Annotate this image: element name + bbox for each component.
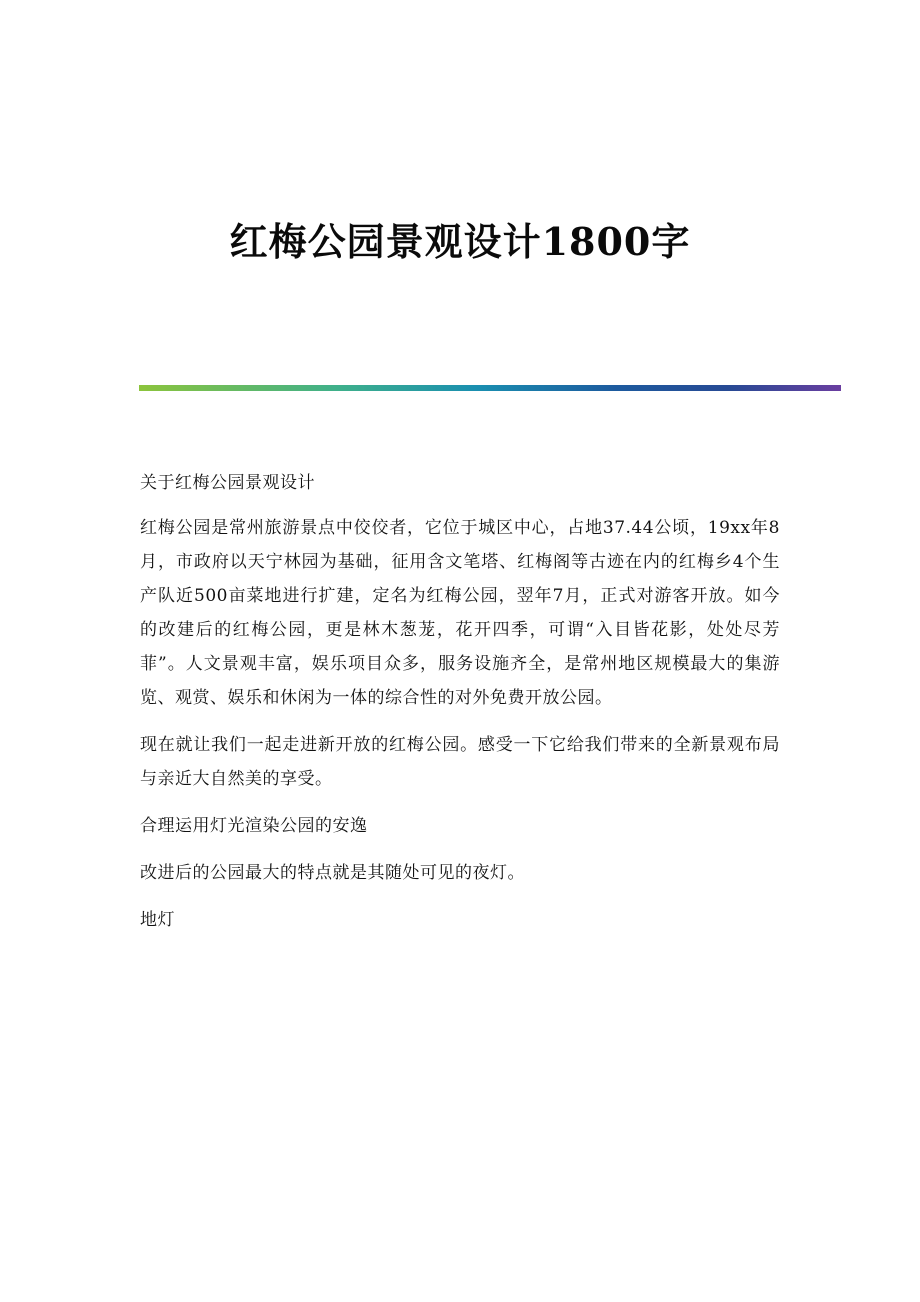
body-paragraph: 现在就让我们一起走进新开放的红梅公园。感受一下它给我们带来的全新景观布局与亲近大自然美的享受。	[140, 735, 780, 789]
document-title: 红梅公园景观设计1800字	[229, 219, 691, 264]
title-divider	[139, 385, 841, 391]
document-body	[140, 466, 780, 950]
section-heading: 合理运用灯光渲染公园的安逸	[140, 816, 368, 836]
body-paragraph: 红梅公园是常州旅游景点中佼佼者，它位于城区中心，占地37.44公顷，19xx年8月，市政府以天宁林园为基础，征用含文笔塔、红梅阁等古迹在内的红梅乡4个生产队近500亩菜地进行扩建，定名为红梅公园，翌年7月，正式对游客开放。如今的改建后的红梅公园，更是林木葱茏，花开四季，可谓“入目皆花影，处处尽芳菲”。人文景观丰富，娱乐项目众多，服务设施齐全，是常州地区规模最大的集游览、观赏、娱乐和休闲为一体的综合性的对外免费开放公园。	[140, 518, 780, 708]
body-paragraph: 改进后的公园最大的特点就是其随处可见的夜灯。	[140, 863, 525, 883]
section-heading: 地灯	[140, 910, 175, 930]
section-heading: 关于红梅公园景观设计	[140, 473, 315, 493]
